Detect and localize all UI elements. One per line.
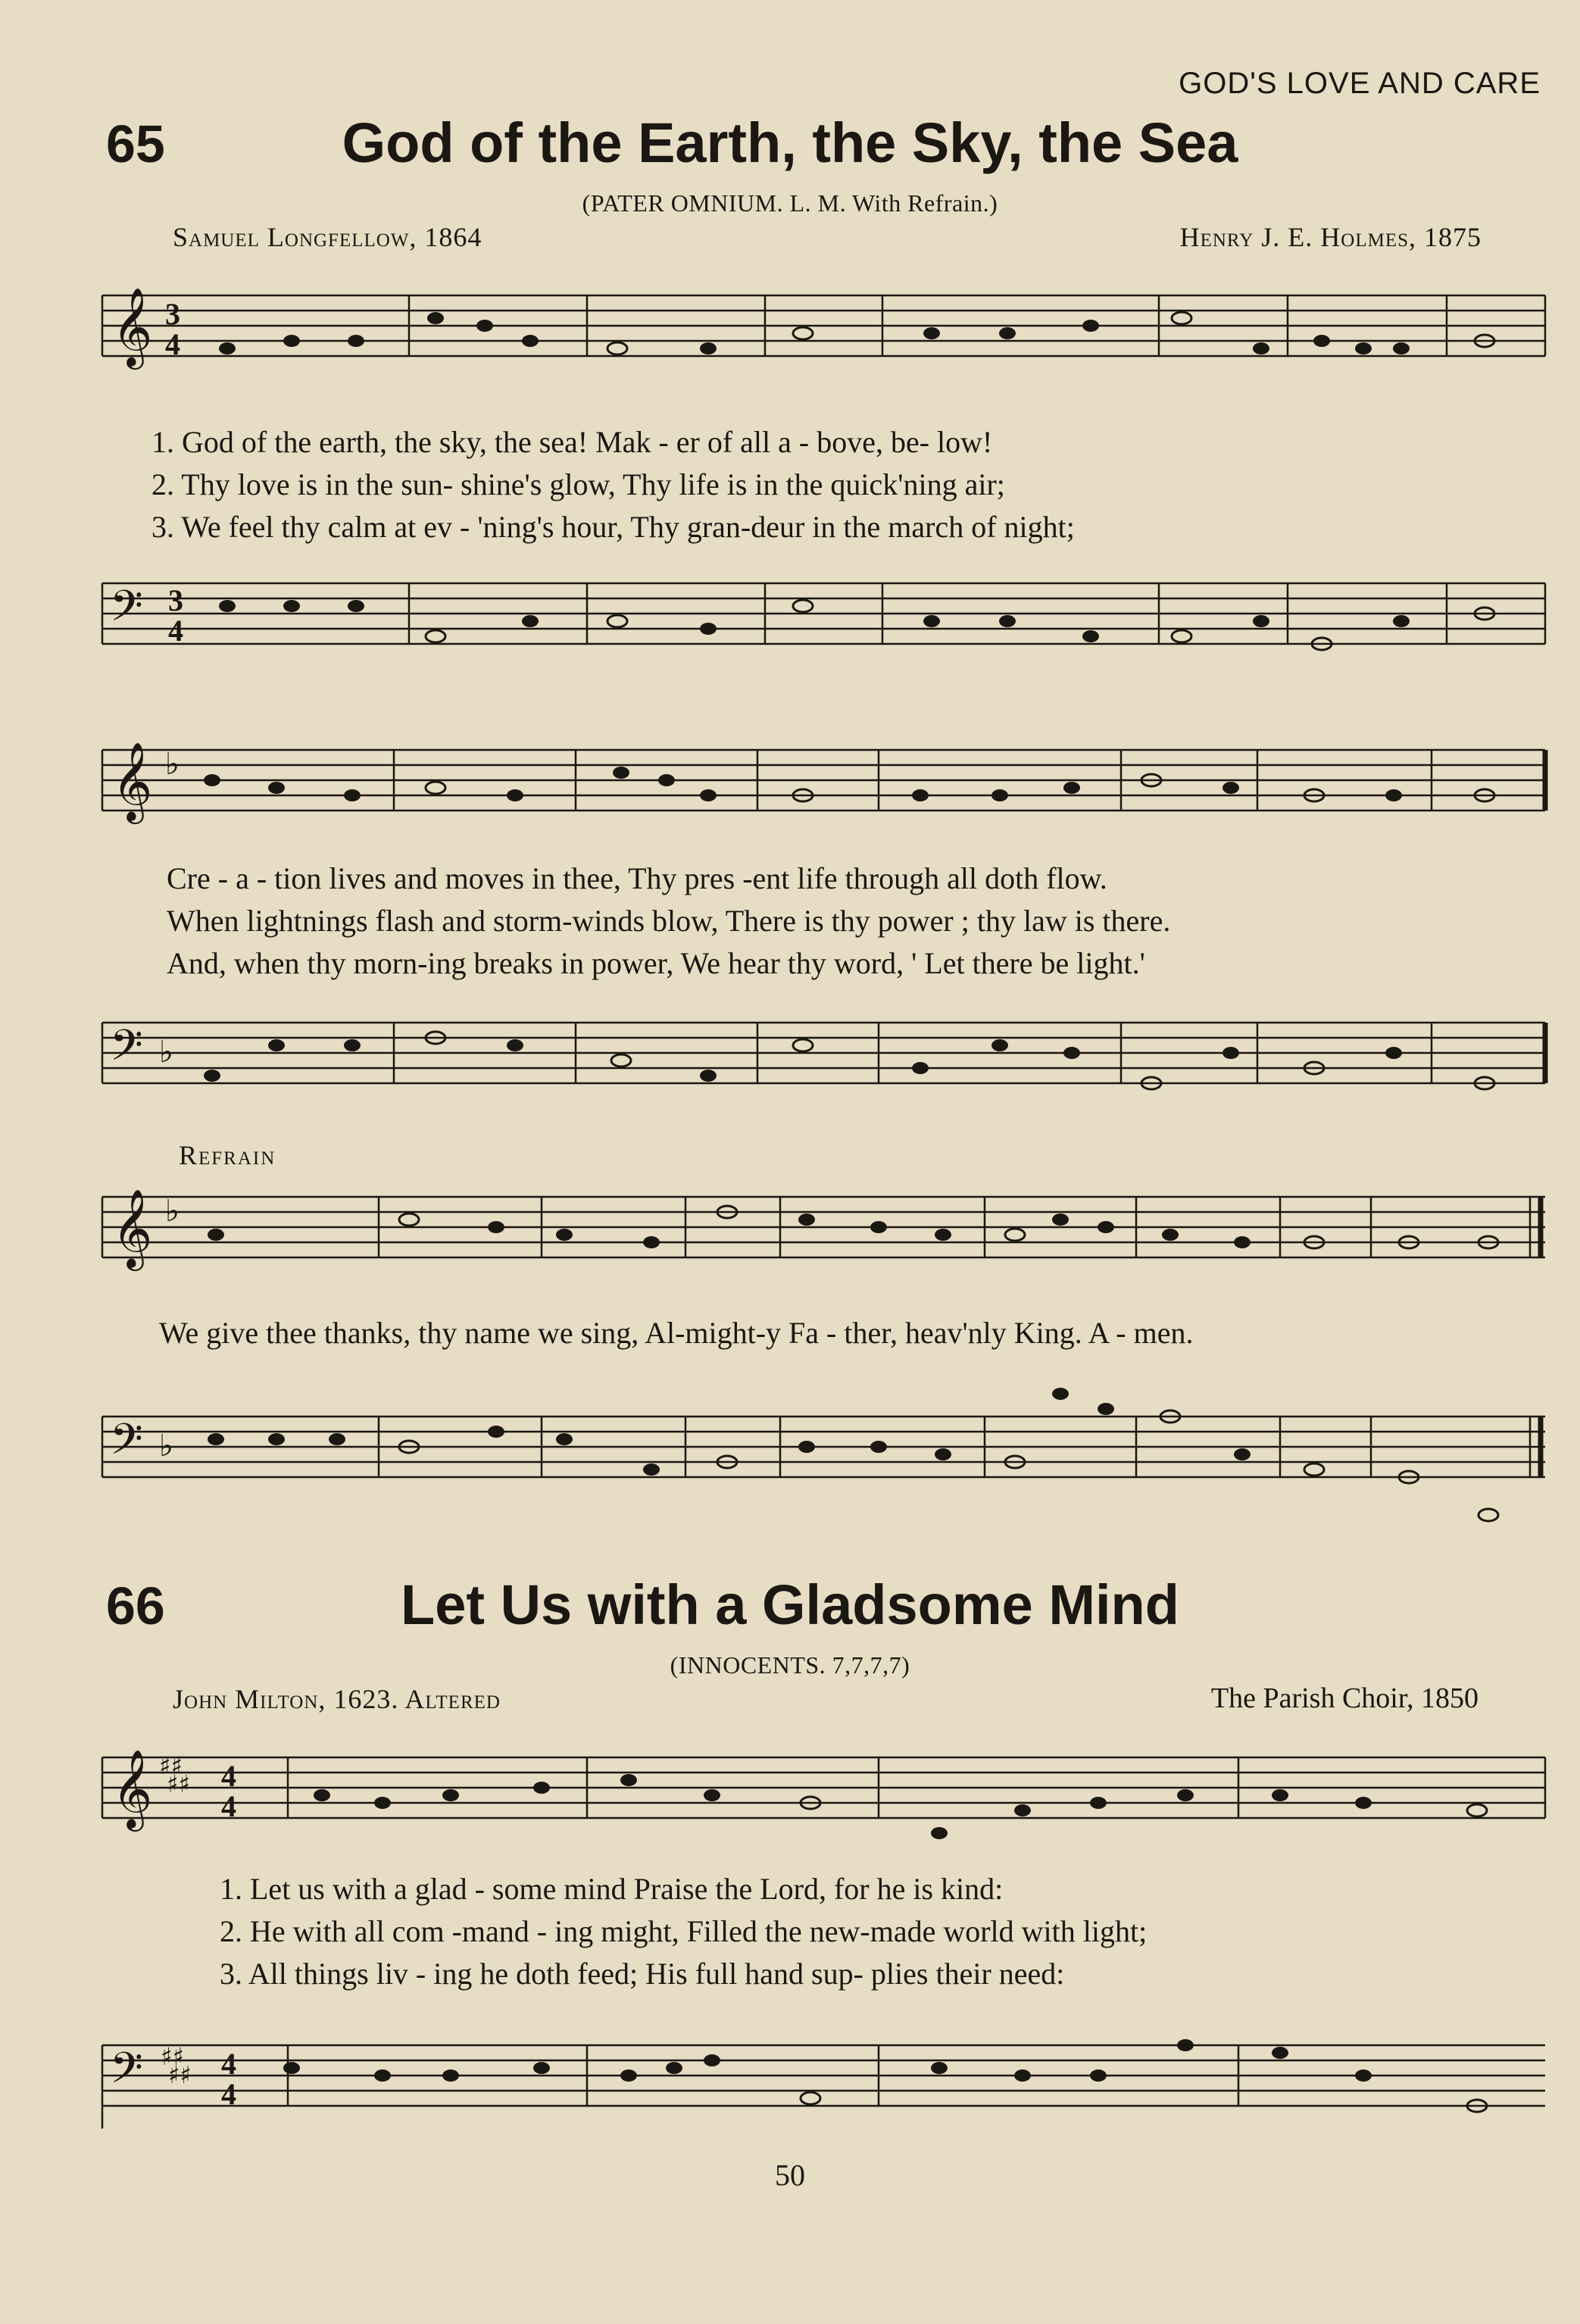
bass-clef-icon: 𝄢 (110, 2044, 143, 2104)
flat-icon: ♭ (165, 747, 180, 782)
lyrics-verse-1: Cre - a - tion lives and moves in thee, Thy pres -ent life through all doth flow. (167, 861, 1107, 895)
treble-clef-icon: 𝄞 (112, 1749, 153, 1829)
svg-text:3: 3 (165, 297, 180, 331)
bass-staff (0, 2000, 1580, 2136)
composer: The Parish Choir, 1850 (1210, 1682, 1479, 1714)
bass-staff (0, 561, 1580, 704)
lyrics-verse-3: And, when thy morn-ing breaks in power, We hear thy word, ' Let there be light.' (167, 946, 1145, 980)
bass-staff (0, 992, 1580, 1114)
svg-text:4: 4 (221, 2047, 236, 2081)
lyrics-verse-1: 1. Let us with a glad - some mind Praise the Lord, for he is kind: (220, 1872, 1004, 1906)
treble-staff (0, 280, 1580, 432)
sharp-icon: ♯♯ (167, 1770, 190, 1798)
sharp-icon: ♯♯ (168, 2060, 192, 2089)
sharp-icon: ♯♯ (161, 2042, 184, 2071)
flat-icon: ♭ (165, 1194, 180, 1229)
hymn-title: Let Us with a Gladsome Mind (401, 1573, 1179, 1636)
svg-text:4: 4 (168, 614, 183, 648)
sharp-icon: ♯♯ (159, 1751, 183, 1780)
bass-clef-icon: 𝄢 (110, 582, 143, 642)
treble-staff (0, 1735, 1580, 1886)
svg-text:4: 4 (221, 1789, 236, 1823)
bass-staff (0, 1363, 1580, 1538)
tune-name: (PATER OMNIUM. L. M. With Refrain.) (582, 189, 998, 217)
treble-clef-icon: 𝄞 (112, 1189, 153, 1268)
text-author: John Milton, 1623. Altered (173, 1684, 501, 1714)
treble-staff (0, 727, 1580, 879)
svg-text:4: 4 (221, 2077, 236, 2111)
page-number: 50 (775, 2158, 805, 2192)
hymn-title: God of the Earth, the Sky, the Sea (342, 111, 1238, 174)
svg-text:4: 4 (165, 327, 180, 361)
lyrics-verse-2: When lightnings flash and storm-winds blow, There is thy power ; thy law is there. (167, 904, 1171, 938)
treble-clef-icon: 𝄞 (112, 742, 153, 821)
hymn-number: 65 (106, 114, 165, 173)
svg-text:3: 3 (168, 583, 183, 617)
section-label: GOD'S LOVE AND CARE (1179, 67, 1541, 100)
refrain-lyrics: We give thee thanks, thy name we sing, Al-might-y Fa - ther, heav'nly King. A - men. (159, 1316, 1194, 1350)
flat-icon: ♭ (159, 1035, 173, 1070)
bass-clef-icon: 𝄢 (110, 1415, 143, 1475)
hymn-number: 66 (106, 1576, 165, 1635)
treble-staff (0, 1174, 1580, 1303)
flat-icon: ♭ (159, 1429, 173, 1463)
text-author: Samuel Longfellow, 1864 (173, 222, 482, 252)
lyrics-verse-3: 3. All things liv - ing he doth feed; His full hand sup- plies their need: (220, 1957, 1065, 1991)
composer: Henry J. E. Holmes, 1875 (1179, 222, 1482, 252)
bass-clef-icon: 𝄢 (110, 1021, 143, 1081)
svg-text:4: 4 (221, 1759, 236, 1793)
lyrics-verse-2: 2. He with all com -mand - ing might, Filled the new-made world with light; (220, 1914, 1148, 1948)
refrain-label: Refrain (179, 1140, 276, 1170)
lyrics-verse-2: 2. Thy love is in the sun- shine's glow, Thy life is in the quick'ning air; (151, 467, 1005, 501)
tune-name: (INNOCENTS. 7,7,7,7) (670, 1651, 910, 1679)
treble-clef-icon: 𝄞 (112, 287, 153, 367)
lyrics-verse-1: 1. God of the earth, the sky, the sea! Mak - er of all a - bove, be- low! (151, 425, 993, 459)
lyrics-verse-3: 3. We feel thy calm at ev - 'ning's hour, Thy gran-deur in the march of night; (151, 510, 1075, 544)
